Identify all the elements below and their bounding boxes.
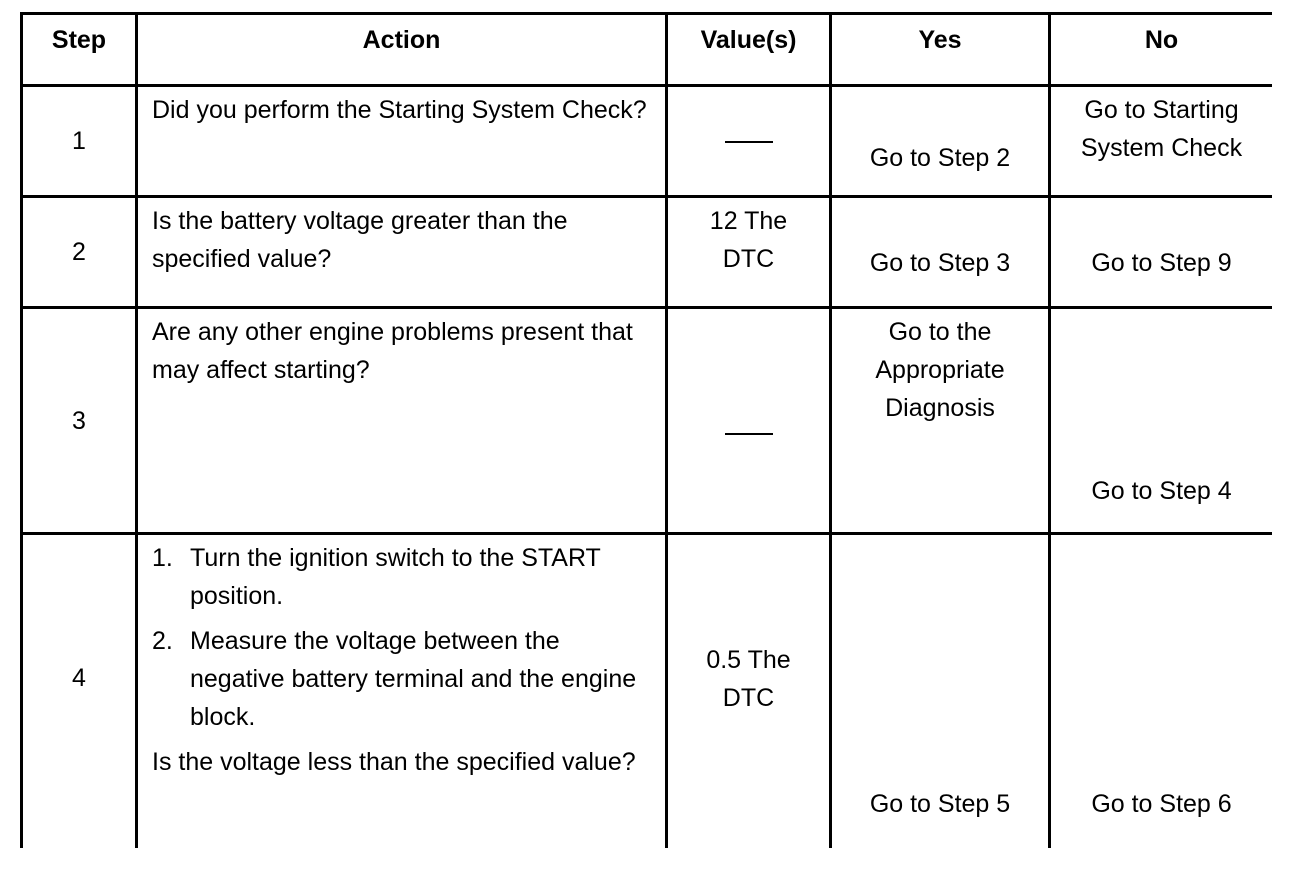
yes-text: Go to Step 2 — [869, 144, 1011, 172]
list-item-number: 1. — [152, 544, 173, 572]
list-item — [152, 539, 655, 615]
list-item-number: 2. — [152, 627, 173, 655]
step-number: 3 — [22, 308, 137, 534]
value-text: 0.5 The DTC — [706, 646, 791, 712]
value-cell — [667, 308, 831, 534]
no-result — [1050, 534, 1273, 849]
value-cell — [667, 86, 831, 197]
header-values: Value(s) — [667, 14, 831, 86]
list-item — [152, 622, 655, 736]
value-cell — [667, 534, 831, 849]
no-text: Go to Starting System Check — [1080, 96, 1243, 162]
yes-text: Go to Step 5 — [869, 790, 1011, 818]
action-steps-list — [152, 539, 655, 736]
header-no: No — [1050, 14, 1273, 86]
no-result — [1050, 308, 1273, 534]
action-text: Is the battery voltage greater than the specified value? — [137, 197, 667, 308]
no-text: Go to Step 4 — [1091, 477, 1232, 505]
step-number: 4 — [22, 534, 137, 849]
header-row — [22, 14, 1273, 86]
header-yes: Yes — [831, 14, 1050, 86]
action-question: Is the voltage less than the specified value? — [152, 748, 636, 776]
yes-text: Go to Step 3 — [869, 249, 1011, 277]
dash-placeholder — [725, 433, 773, 435]
table-row — [22, 86, 1273, 197]
value-text: 12 The DTC — [709, 207, 788, 273]
table-row — [22, 308, 1273, 534]
action-text: Did you perform the Starting System Check? — [137, 86, 667, 197]
action-cell — [137, 534, 667, 849]
dash-placeholder — [725, 141, 773, 143]
action-text: Are any other engine problems present that may affect starting? — [137, 308, 667, 534]
no-text: Go to Step 9 — [1091, 249, 1232, 277]
no-text: Go to Step 6 — [1091, 790, 1232, 818]
list-item-text: Turn the ignition switch to the START position. — [190, 544, 601, 610]
table-row — [22, 197, 1273, 308]
yes-result — [831, 534, 1050, 849]
diagnostic-table — [20, 12, 1272, 848]
yes-result — [831, 197, 1050, 308]
yes-result — [831, 308, 1050, 534]
step-number: 1 — [22, 86, 137, 197]
value-cell — [667, 197, 831, 308]
table-row — [22, 534, 1273, 849]
header-action: Action — [137, 14, 667, 86]
yes-text: Go to the Appropriate Diagnosis — [875, 318, 1005, 422]
yes-result — [831, 86, 1050, 197]
no-result — [1050, 86, 1273, 197]
list-item-text: Measure the voltage between the negative battery terminal and the engine block. — [190, 627, 637, 731]
no-result — [1050, 197, 1273, 308]
header-step: Step — [22, 14, 137, 86]
diagnostic-table-page — [20, 12, 1272, 848]
step-number: 2 — [22, 197, 137, 308]
